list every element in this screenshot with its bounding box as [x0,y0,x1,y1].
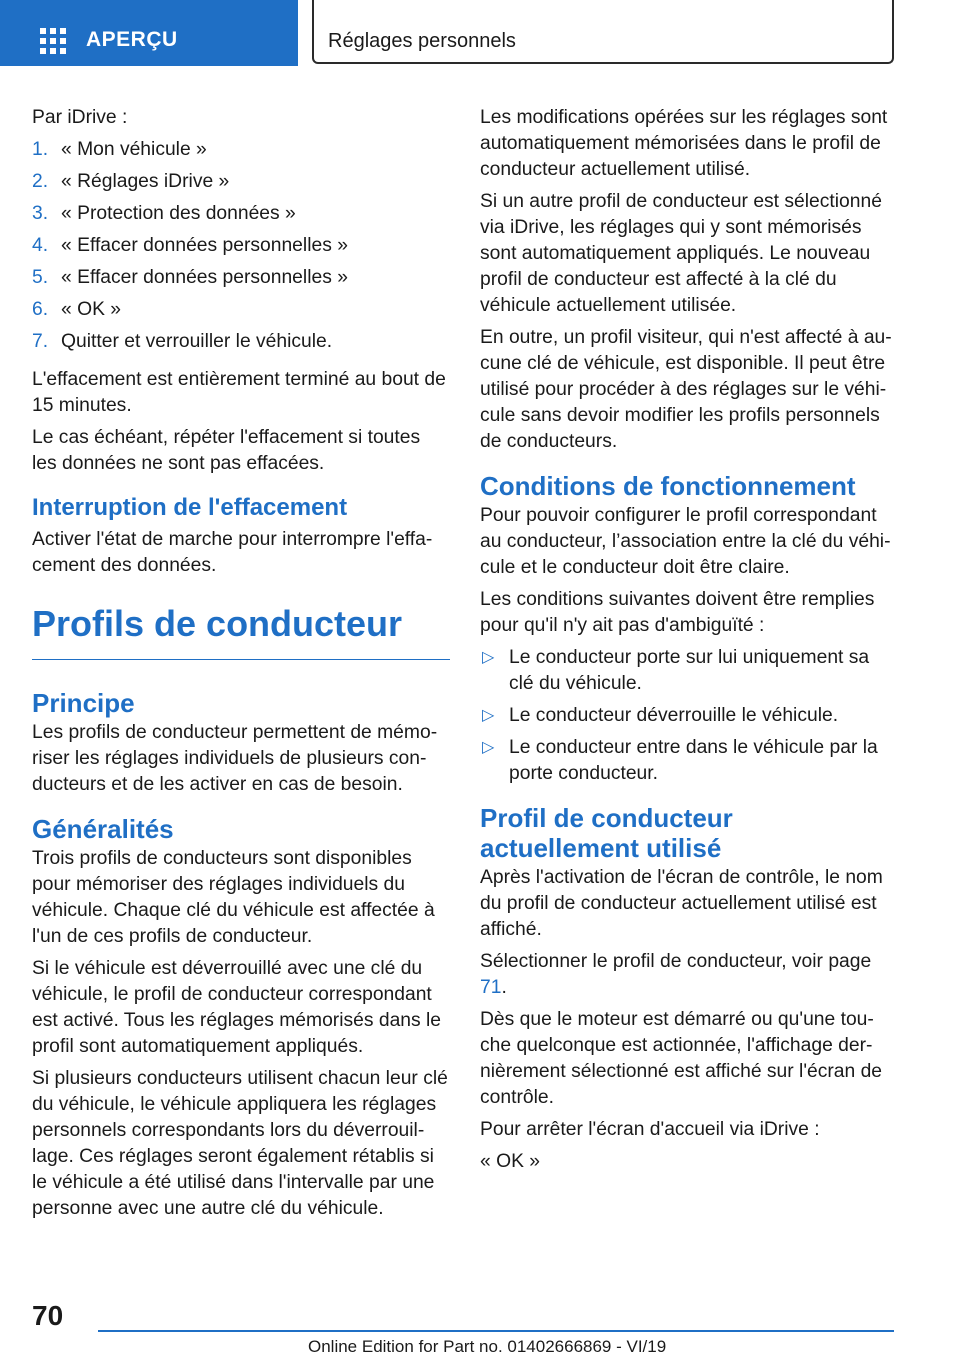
paragraph: Si le véhicule est déverrouillé avec une clé du véhicule, le profil de conducteur correspondant est activé. Tous les réglages mémorisés dans le profil sont automatiquement appliqués. [32,958,442,1057]
page-header [0,0,960,66]
triangle-icon: ▷ [482,739,495,756]
page-link[interactable]: 71 [480,977,502,998]
heading-principe: Principe [32,688,135,718]
step-number: 4. [32,235,49,256]
heading-conditions: Conditions de fonctionnement [480,471,856,501]
paragraph: Pour arrêter l'écran d'accueil via iDrive : [480,1119,820,1140]
paragraph: Les modifications opérées sur les réglages sont automatiquement mémorisées dans le profil de conducteur actuellement utilisé. [480,107,888,180]
steps-list [32,137,450,361]
step-number: 5. [32,267,49,288]
step-text: « OK » [61,299,122,320]
step-number: 2. [32,171,49,192]
edition-text: Online Edition for Part no. 01402666869 - VI/19 [308,1337,667,1356]
overview-label: APERÇU [86,28,178,51]
triangle-icon: ▷ [482,649,495,666]
step-item [32,297,450,329]
grid-icon [40,28,68,54]
paragraph: Trois profils de conducteurs sont disponibles pour mémoriser des réglages individuels du véhicule. Chaque clé du véhicule est affectée à l'un de ces profils de conducteur. [32,848,435,947]
paragraph: En outre, un profil visiteur, qui n'est affecté à aucune clé de véhicule, est disponible. Il peut être utilisé pour procéder à des réglages sur le véhicule sans devoir modifier les profils personnels de conducteurs. [480,327,892,452]
list-item [480,703,898,729]
step-number: 7. [32,331,49,352]
step-number: 1. [32,139,49,160]
step-item [32,137,450,169]
paragraph: Les profils de conducteur permettent de mémoriser les réglages individuels de plusieurs conducteurs et de les activer en cas de besoin. [32,722,438,795]
intro-text: Par iDrive : [32,107,128,128]
paragraph: Après l'activation de l'écran de contrôle, le nom du profil de conducteur actuellement utilisé est affiché. [480,867,883,940]
heading-generalites: Généralités [32,814,174,844]
step-item [32,233,450,265]
right-column [480,105,898,1181]
paragraph: Dès que le moteur est démarré ou qu'une touche quelconque est actionnée, l'affichage dernièrement sélectionné est affiché sur l'écran de contrôle. [480,1009,883,1108]
triangle-icon: ▷ [482,707,495,724]
overview-tab[interactable] [0,0,298,66]
heading-interruption: Interruption de l'effacement [32,494,348,521]
list-item-text: Le conducteur déverrouille le véhicule. [509,705,839,726]
step-item [32,265,450,297]
step-number: 3. [32,203,49,224]
paragraph: Le cas échéant, répéter l'effacement si toutes les données ne sont pas effacées. [32,427,421,474]
paragraph: Activer l'état de marche pour interrompre l'effacement des données. [32,529,433,576]
step-text: « Mon véhicule » [61,139,207,160]
paragraph: Les conditions suivantes doivent être remplies pour qu'il n'y ait pas d'ambiguïté : [480,589,875,636]
step-item [32,329,450,361]
step-item [32,201,450,233]
step-text: Quitter et verrouiller le véhicule. [61,331,333,352]
section-tab [312,0,894,64]
paragraph: L'effacement est entièrement terminé au bout de 15 minutes. [32,369,446,416]
list-item-text: Le conducteur porte sur lui uniquement sa clé du véhicule. [509,647,870,694]
step-text: « Effacer données personnelles » [61,267,348,288]
step-text: « Effacer données personnelles » [61,235,348,256]
left-column [32,105,450,1228]
heading-profils: Profils de conducteur [32,601,450,660]
paragraph: Si plusieurs conducteurs utilisent chacun leur clé du véhicule, le véhicule appliquera les réglages personnels correspondants lors du déverrouillage. Ces réglages seront également rétablis si le véhicule a été utilisé dans l'intervalle par une personne avec une autre clé du véhicule. [32,1068,448,1219]
list-item [480,735,898,787]
heading-profil-actuel: Profil de conducteur actuellement utilisé [480,803,733,863]
paragraph: « OK » [480,1151,541,1172]
step-item [32,169,450,201]
list-item-text: Le conducteur entre dans le véhicule par la porte conducteur. [509,737,878,784]
paragraph-text: Sélectionner le profil de conducteur, voir page [480,951,872,972]
footer-divider [98,1330,894,1332]
step-text: « Protection des données » [61,203,296,224]
paragraph [480,949,898,1001]
section-title: Réglages personnels [328,30,516,52]
step-number: 6. [32,299,49,320]
paragraph-text: . [501,977,507,998]
list-item [480,645,898,697]
paragraph: Pour pouvoir configurer le profil correspondant au conducteur, l’association entre la clé du véhicule et le conducteur doit être claire. [480,505,891,578]
step-text: « Réglages iDrive » [61,171,230,192]
paragraph: Si un autre profil de conducteur est sélectionné via iDrive, les réglages qui y sont mémorisés sont automatiquement appliqués. Le nouveau profil de conducteur est affecté à la clé du véhicule actuellement utilisée. [480,191,882,316]
page-number: 70 [32,1300,64,1331]
conditions-list [480,645,898,787]
